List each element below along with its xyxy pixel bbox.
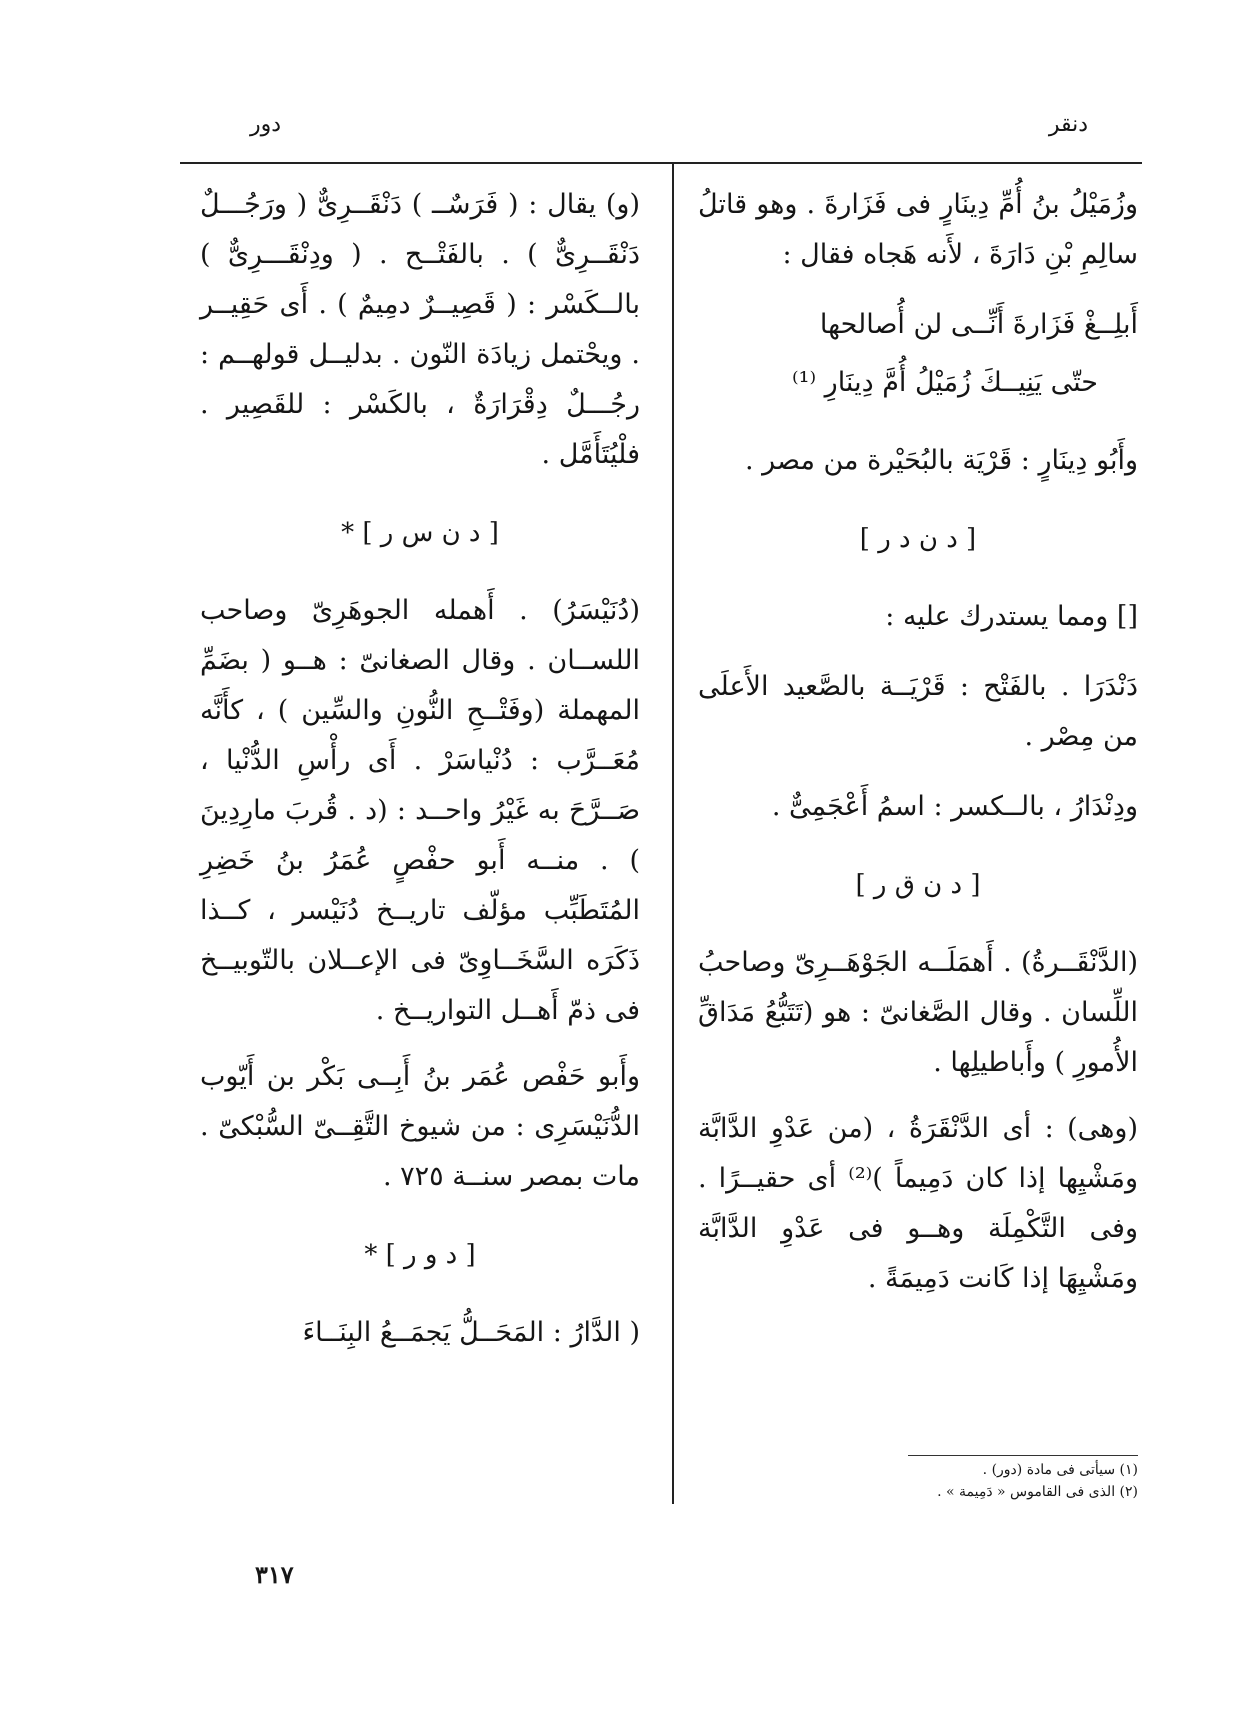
left-column (200, 180, 640, 1374)
paragraph: دَنْدَرَا . بالفَتْح : قَرْيَــة بالصَّعيد الأَعلَى من مِصْر . (698, 671, 1138, 752)
right-column (698, 180, 1138, 1320)
entry-heading: [ د و ر ] * (364, 1240, 476, 1270)
paragraph: (دُنَيْسَرُ) . أَهمله الجوهَرِىّ وصاحب اللســان . وقال الصغانىّ : هــو ( بضَمِّ المهملة (وفَتْــحِ النُّونِ والسِّين ) ، كأَنَّه مُعَــرَّب : دُنْياسَرْ . أَى رأْسِ الدُّنْيا ، صَــرَّحَ به غَيْرُ واحــد : (د . قُربَ مارِدِينَ ) . منــه أَبو حفْصٍ عُمَرُ بنُ خَضِرِ المُتَطَبِّب مؤلّف تاريــخ دُنَيْسر ، كــذا ذَكَرَه السَّخَــاوِىّ فى الإعــلان بالتّوبيــخ فى ذمّ أَهــل التواريــخ . (200, 595, 640, 1026)
paragraph: ( الدَّارُ : المَحَــلُّ يَجمَــعُ البِنَــاءَ (302, 1317, 640, 1348)
running-header-left: دور (250, 112, 282, 137)
poem-line-1: أَبلِــغْ فَزَارةَ أَنِّــى لن أُصالحها (819, 309, 1138, 340)
running-header-right: دنقر (1048, 112, 1088, 137)
paragraph: ودِنْدَارُ ، بالــكسر : اسمُ أَعْجَمِىٌّ . (771, 791, 1138, 822)
paragraph: وأَبُو دِينَارٍ : قَرْيَة بالبُحَيْرة من مصر . (744, 445, 1138, 476)
entry-heading: [ د ن د ر ] (859, 524, 977, 554)
header-rule (180, 162, 1142, 164)
footnote-2: (٢) الذى فى القاموس « دَمِيمة » . (937, 1484, 1138, 1500)
paragraph: (الدَّنْقَــرةُ) . أَهمَلَــه الجَوْهَــرِىّ وصاحبُ اللِّسان . وقال الصَّغانىّ : هو (تَتَبُّعُ مَدَاقِّ الأُمورِ ) وأَباطيلِها . (698, 947, 1138, 1078)
paragraph: [] ومما يستدرك عليه : (885, 601, 1138, 632)
poem-verse (698, 296, 1138, 412)
entry-heading: [ د ن س ر ] * (341, 518, 499, 548)
poem-line-2: حتّى يَنِيــكَ زُمَيْلُ أُمَّ دِينَارِ ⁽¹⁾ (791, 367, 1098, 398)
column-divider (672, 164, 674, 1504)
footnote-rule (908, 1455, 1138, 1456)
page-number: ٣١٧ (255, 1560, 294, 1589)
paragraph: (و) يقال : ( فَرَسٌــ ) دَنْقَــرِىٌّ ( ورَجُـــلٌ دَنْقَــرِىٌّ ) . بالفَتْــح . ( ودِنْقَـــرِىٌّ ) بالــكَسْر : ( قَصِيــرٌ دمِيمٌ ) . أَى حَقِيــر . ويحْتمل زيادَة النّون . بدليــل قولهــم : رجُـــلٌ دِقْرَارَةٌ ، بالكَسْر : للقَصِير . فلْيُتَأَمَّل . (200, 189, 640, 470)
paragraph: وأَبو حَفْص عُمَر بنُ أَبِــى بَكْر بن أَيّوب الدُّنَيْسَرِى : من شيوخ التَّقِــىّ السُّبْكىّ . مات بمصر سنــة ٧٢٥ . (200, 1061, 640, 1192)
paragraph: وزُمَيْلُ بنُ أُمِّ دِينَارٍ فى فَزَارةَ . وهو قاتلُ سالِمِ بْنِ دَارَةَ ، لأَنه هَجاه فقال : (698, 189, 1138, 270)
footnote-1: (١) سيأتى فى مادة (دور) . (982, 1462, 1138, 1478)
entry-heading: [ د ن ق ر ] (855, 870, 981, 900)
paragraph: (وهى) : أى الدَّنْقَرَةُ ، (من عَدْوِ الدَّابَّة ومَشْيِها إذا كان دَمِيماً )⁽²⁾ أى حقيــرًا . وفى التَّكْمِلَة وهــو فى عَدْوِ الدَّابَّة ومَشْيِهَا إذا كَانت دَمِيمَةً . (698, 1113, 1139, 1294)
